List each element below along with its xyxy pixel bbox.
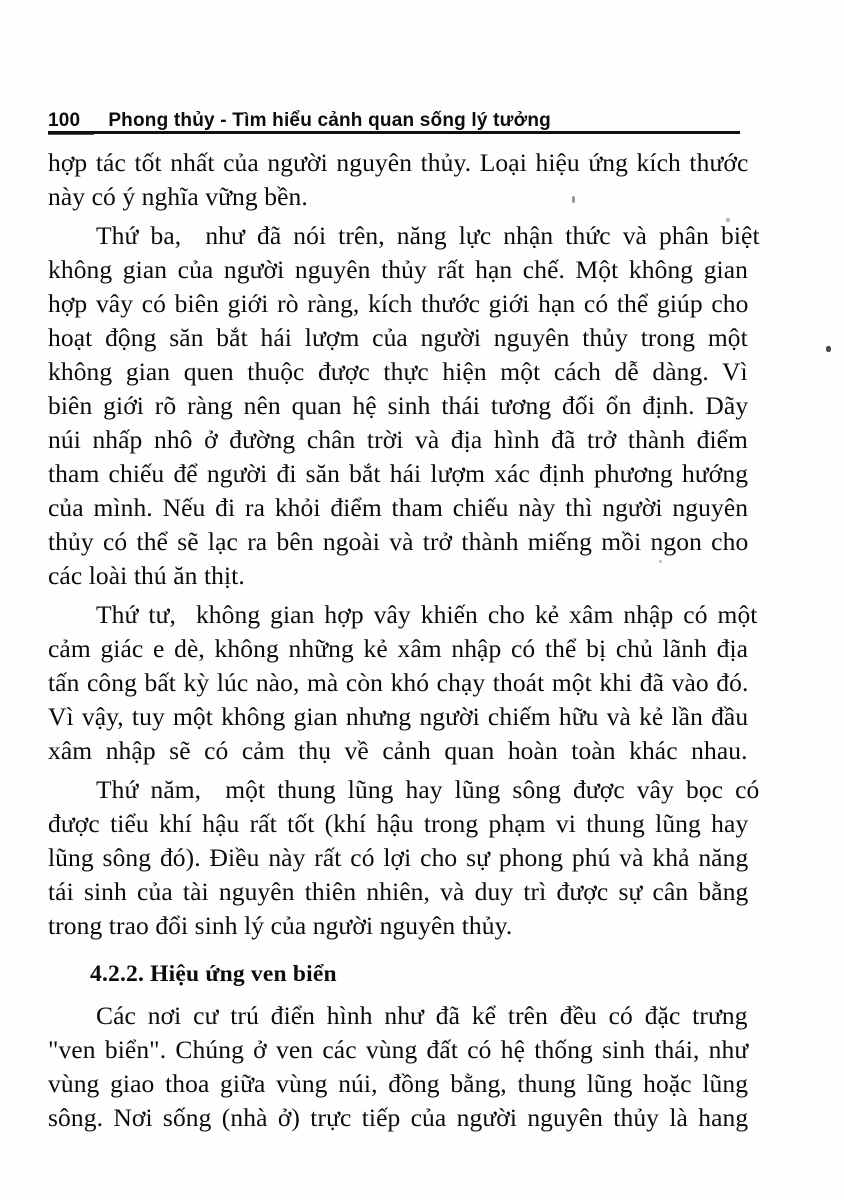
heading-gap bbox=[48, 943, 742, 957]
text-line-content: vùng giao thoa giữa vùng núi, đồng bằng, thung lũng hoặc lũng bbox=[48, 1069, 749, 1098]
paragraph-lead-in: Thứ ba, bbox=[96, 221, 194, 250]
scan-speckle-artifact bbox=[826, 346, 831, 352]
text-line-content: lũng sông đó). Điều này rất có lợi cho sự phong phú và khả năng bbox=[48, 843, 749, 872]
text-line bbox=[48, 180, 742, 214]
text-line bbox=[48, 734, 748, 768]
text-line-content: được tiểu khí hậu rất tốt (khí hậu trong phạm vi thung lũng hay bbox=[48, 809, 749, 838]
text-line bbox=[48, 909, 742, 943]
text-line-content: thủy có thể sẽ lạc ra bên ngoài và trở thành miếng mồi ngon cho bbox=[48, 527, 749, 556]
text-line-content: trong trao đổi sinh lý của người nguyên thủy. bbox=[48, 911, 513, 940]
text-line-content: này có ý nghĩa vững bền. bbox=[48, 182, 308, 211]
paragraph-lead-in: Thứ tư, bbox=[96, 600, 186, 629]
scan-speckle-artifact bbox=[659, 560, 662, 563]
text-line bbox=[48, 525, 749, 559]
running-head bbox=[48, 104, 742, 132]
scan-speckle-artifact bbox=[726, 218, 730, 222]
text-line bbox=[48, 253, 748, 287]
text-line-content: của mình. Nếu đi ra khỏi điểm tham chiếu này thì người nguyên bbox=[48, 493, 749, 522]
text-line bbox=[48, 700, 749, 734]
text-line bbox=[48, 491, 749, 525]
text-line-content: hoạt động săn bắt hái lượm của người nguyên thủy trong một bbox=[48, 323, 748, 352]
header-rule-divider bbox=[48, 131, 740, 134]
text-line-content: không gian hợp vây khiến cho kẻ xâm nhập có một bbox=[195, 600, 758, 629]
text-line bbox=[48, 423, 748, 457]
text-line bbox=[48, 841, 749, 875]
text-line bbox=[48, 321, 748, 355]
scan-speckle-artifact bbox=[572, 196, 575, 203]
text-line-content: một thung lũng hay lũng sông được vây bọc có bbox=[225, 775, 760, 804]
page-body-text bbox=[48, 146, 760, 1135]
text-line-content: không gian của người nguyên thủy rất hạn chế. Một không gian bbox=[48, 255, 748, 284]
text-line-content: tham chiếu để người đi săn bắt hái lượm xác định phương hướng bbox=[48, 459, 749, 488]
text-line-content: xâm nhập sẽ có cảm thụ về cảnh quan hoàn toàn khác nhau. bbox=[48, 736, 748, 765]
text-line-content: các loài thú ăn thịt. bbox=[48, 561, 245, 590]
text-line-content: cảm giác e dè, không những kẻ xâm nhập có thể bị chủ lãnh địa bbox=[48, 634, 749, 663]
text-line bbox=[48, 287, 749, 321]
text-line-content: hợp tác tốt nhất của người nguyên thủy. Loại hiệu ứng kích thước bbox=[48, 148, 749, 177]
text-line-content: tấn công bất kỳ lúc nào, mà còn khó chạy thoát một khi đã vào đó. bbox=[48, 668, 749, 697]
text-line-content: Vì vậy, tuy một không gian nhưng người chiếm hữu và kẻ lần đầu bbox=[48, 702, 749, 731]
text-line bbox=[48, 999, 748, 1033]
section-heading: 4.2.2. Hiệu ứng ven biển bbox=[90, 961, 337, 987]
page-folio-number: 100 bbox=[48, 110, 81, 131]
text-line bbox=[48, 632, 749, 666]
text-line-content: sông. Nơi sống (nhà ở) trực tiếp của người nguyên thủy là hang bbox=[48, 1103, 749, 1132]
heading-gap bbox=[48, 991, 742, 999]
text-line bbox=[48, 1033, 749, 1067]
text-line bbox=[48, 598, 758, 632]
text-line bbox=[48, 666, 749, 700]
text-line bbox=[48, 146, 749, 180]
text-line-content: tái sinh của tài nguyên thiên nhiên, và duy trì được sự cân bằng bbox=[48, 877, 749, 906]
text-line bbox=[48, 219, 760, 253]
running-head-title: Phong thủy - Tìm hiểu cảnh quan sống lý tưởng bbox=[108, 110, 551, 131]
text-line-content: núi nhấp nhô ở đường chân trời và địa hình đã trở thành điểm bbox=[48, 425, 748, 454]
text-line-content: Các nơi cư trú điển hình như đã kể trên đều có đặc trưng bbox=[96, 1001, 748, 1030]
text-line bbox=[48, 355, 748, 389]
text-line bbox=[48, 807, 749, 841]
text-line bbox=[48, 1101, 749, 1135]
paragraph-lead-in: Thứ năm, bbox=[96, 775, 214, 804]
text-line-content: không gian quen thuộc được thực hiện một cách dễ dàng. Vì bbox=[48, 357, 748, 386]
text-line bbox=[48, 1067, 749, 1101]
text-line bbox=[48, 875, 749, 909]
text-line bbox=[48, 389, 749, 423]
text-line bbox=[48, 773, 760, 807]
text-line bbox=[48, 457, 749, 491]
text-line-content: biên giới rõ ràng nên quan hệ sinh thái tương đối ổn định. Dãy bbox=[48, 391, 749, 420]
text-line-content: hợp vây có biên giới rò ràng, kích thước giới hạn có thể giúp cho bbox=[48, 289, 749, 318]
text-line-content: "ven biển". Chúng ở ven các vùng đất có hệ thống sinh thái, như bbox=[48, 1035, 749, 1064]
text-line-content: như đã nói trên, năng lực nhận thức và phân biệt bbox=[205, 221, 760, 250]
text-line bbox=[48, 559, 742, 593]
